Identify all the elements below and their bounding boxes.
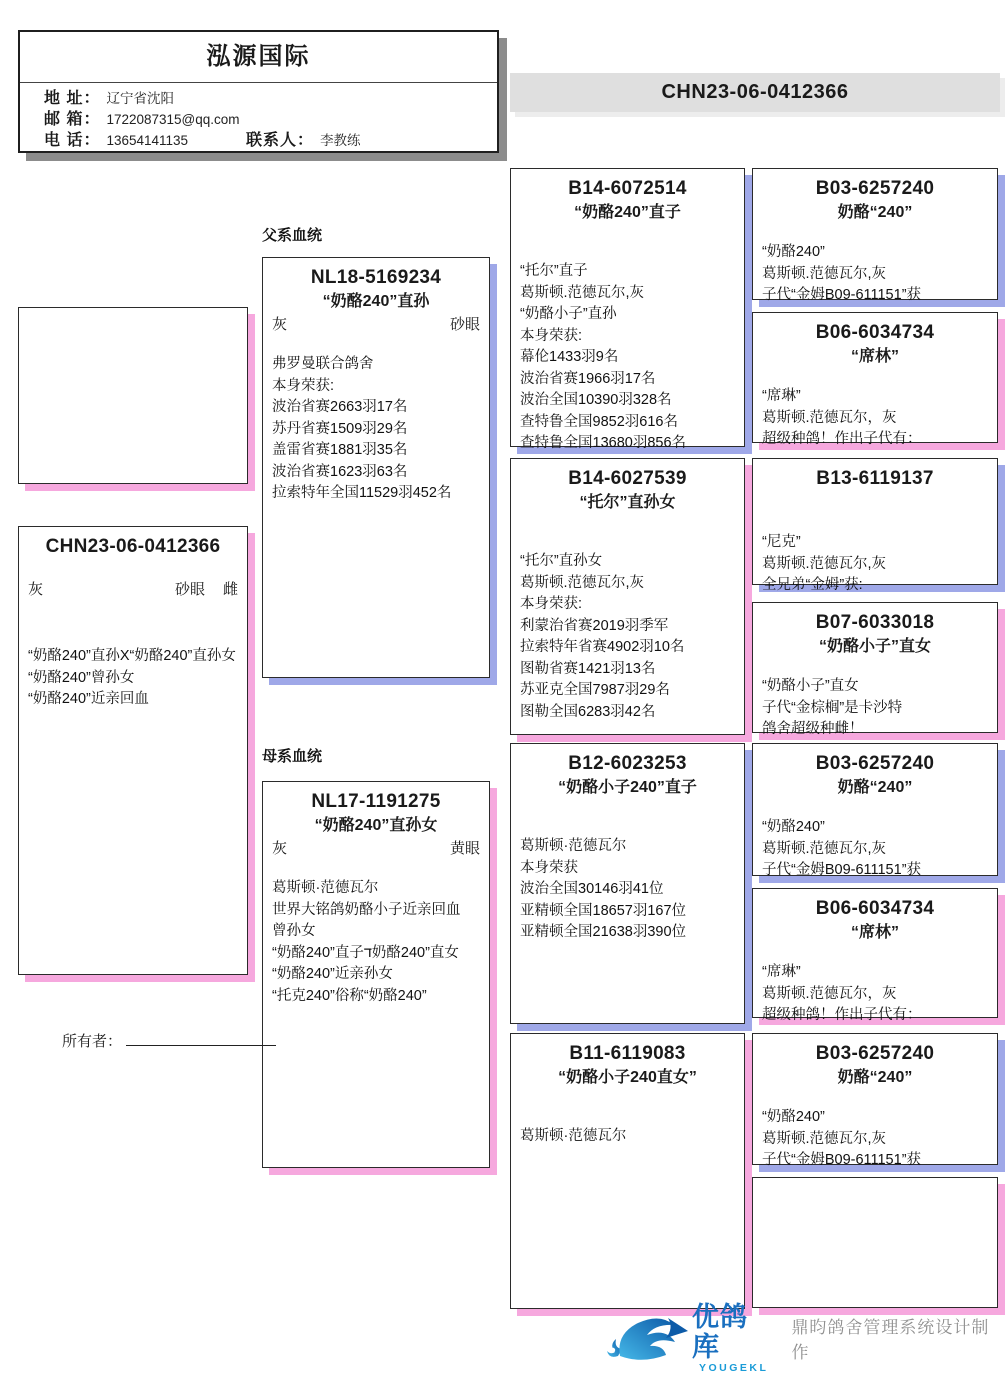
yougeku-bird-logo-icon: [604, 1312, 688, 1364]
subject-notes: “奶酪240”直孙X“奶酪240”直孙女 “奶酪240”曾孙女 “奶酪240”近亲回血: [28, 648, 236, 707]
subject-color: 灰: [28, 581, 44, 598]
bird-notes: “奶酪小子”直女 子代“金棕榈”是卡沙特 鸽舍超级种雌！: [762, 678, 903, 737]
subject-ring-number: CHN23-06-0412366: [45, 536, 221, 557]
subject-info-row: [19, 579, 247, 601]
bird-notes: “托尔”直子 葛斯顿.范德瓦尔,灰 “奶酪小子”直孙 本身荣获: 幕伦1433羽9名 波治省赛1966羽17名 波治全国10390羽328名 查特鲁全国9852羽616名 查特鲁全国13680羽856名: [520, 263, 687, 451]
email-label: 邮 箱：: [44, 111, 101, 128]
bird-name: 奶酪“240”: [837, 1069, 913, 1086]
brand-text-block: [692, 1302, 775, 1374]
bird-notes: “席琳” 葛斯顿.范德瓦尔，灰 超级种鸽！作出子代有：: [762, 964, 922, 1023]
loft-contact-info: [20, 83, 497, 151]
great-grandparent-box-6: [752, 888, 998, 1023]
great-grandparent-box-1: [752, 168, 998, 303]
mother-info-row: [263, 838, 489, 860]
great-grandparent-box-5: [752, 743, 998, 876]
address-value: 辽宁省沈阳: [106, 91, 174, 106]
owner-label: 所有者：: [62, 1033, 123, 1050]
bird-notes: 葛斯顿·范德瓦尔: [520, 1128, 627, 1144]
bird-notes: “奶酪240” 葛斯顿.范德瓦尔,灰 子代“金姆B09-611151”获: [762, 819, 922, 878]
father-notes: 弗罗曼联合鸽舍 本身荣获: 波治省赛2663羽17名 苏丹省赛1509羽29名 盖雷省赛1881羽35名 波治省赛1623羽63名 拉索特年全国11529羽452名: [272, 356, 452, 501]
mother-name: “奶酪240”直孙女: [314, 817, 438, 834]
bird-name: “奶酪240”直子: [574, 204, 681, 221]
ring-number: B03-6257240: [815, 1043, 935, 1064]
father-color: 灰: [272, 316, 288, 333]
grandfather-paternal-box: [510, 168, 745, 451]
ring-number: B06-6034734: [815, 898, 935, 919]
great-grandparent-box-8-empty: [752, 1177, 998, 1308]
bird-notes: “奶酪240” 葛斯顿.范德瓦尔,灰 子代“金姆B09-611151”获: [762, 244, 922, 303]
mother-color: 灰: [272, 840, 288, 857]
bird-notes: 葛斯顿·范德瓦尔 本身荣获 波治全国30146羽41位 亚精顿全国18657羽167位 亚精顿全国21638羽390位: [520, 838, 687, 940]
great-grandparent-box-2: [752, 312, 998, 447]
bird-name: “奶酪小子240”直子: [558, 779, 697, 796]
grandfather-maternal-box: [510, 743, 745, 1024]
subject-sex: 雌: [222, 581, 238, 598]
ring-number: B14-6072514: [568, 178, 687, 199]
email-value: 1722087315@qq.com: [106, 112, 240, 127]
brand-name: 优鸽库: [692, 1302, 748, 1362]
owner-blank-line: [126, 1031, 276, 1046]
bird-name: 奶酪“240”: [837, 204, 913, 221]
bird-name: “奶酪小子”直女: [818, 638, 931, 655]
paternal-branch-label: 父系血统: [262, 227, 323, 244]
father-ring-number: NL18-5169234: [310, 267, 442, 288]
mother-eye: 黄眼: [449, 840, 480, 857]
maternal-branch-label: 母系血统: [262, 748, 323, 765]
ring-number: B03-6257240: [815, 753, 935, 774]
bird-notes: “席琳” 葛斯顿.范德瓦尔，灰 超级种鸽！作出子代有：: [762, 388, 922, 447]
bird-name: “席林”: [850, 924, 899, 941]
photo-placeholder: [18, 307, 248, 484]
bird-name: 奶酪“240”: [837, 779, 913, 796]
contact-value: 李教练: [320, 133, 361, 148]
phone-label: 电 话：: [44, 132, 101, 149]
grandmother-maternal-box: [510, 1033, 745, 1309]
great-grandparent-box-3: [752, 458, 998, 593]
subject-bird-box: [18, 526, 248, 975]
bird-notes: “托尔”直孙女 葛斯顿.范德瓦尔,灰 本身荣获: 利蒙治省赛2019羽季军 拉索特年省赛4902羽10名 图勒省赛1421羽13名 苏亚克全国7987羽29名 图勒全国6283羽42名: [520, 553, 685, 720]
ring-number: B12-6023253: [568, 753, 687, 774]
ring-number: B07-6033018: [815, 612, 935, 633]
father-box: [262, 257, 490, 678]
father-name: “奶酪240”直孙: [322, 293, 430, 310]
grandmother-paternal-box: [510, 458, 745, 735]
mother-ring-number: NL17-1191275: [311, 791, 441, 812]
subject-eye: 砂眼: [174, 581, 205, 598]
ring-number: B03-6257240: [815, 178, 935, 199]
footer-brand-bar: [604, 1302, 1006, 1374]
ring-number-band: CHN23-06-0412366: [510, 73, 1000, 112]
owner-row: [62, 1030, 276, 1051]
ring-number: B11-6119083: [569, 1043, 686, 1064]
credit-text: 鼎昀鸽舍管理系统设计制作: [791, 1318, 990, 1362]
great-grandparent-box-4: [752, 602, 998, 737]
bird-notes: “奶酪240” 葛斯顿.范德瓦尔,灰 子代“金姆B09-611151”获: [762, 1109, 922, 1168]
mother-notes: 葛斯顿·范德瓦尔 世界大铭鸽奶酪小子近亲回血 曾孙女 “奶酪240”直子ד奶酪240”直女 “奶酪240”近亲孙女 “托克240”俗称“奶酪240”: [272, 880, 461, 1004]
ring-number: B13-6119137: [816, 468, 934, 489]
loft-name: 泓源国际: [20, 32, 497, 83]
father-eye: 砂眼: [449, 316, 480, 333]
phone-value: 13654141135: [106, 133, 189, 148]
bird-name: “席林”: [850, 348, 899, 365]
bird-name: [753, 491, 997, 515]
bird-name: “奶酪小子240直女”: [558, 1069, 697, 1086]
bird-notes: “尼克” 葛斯顿.范德瓦尔,灰 全兄弟“金姆”获:: [762, 534, 887, 593]
father-info-row: [263, 314, 489, 336]
ring-number: B14-6027539: [568, 468, 687, 489]
address-label: 地 址：: [44, 90, 101, 107]
mother-box: [262, 781, 490, 1168]
brand-subtitle: YOUGEKL: [699, 1362, 769, 1374]
contact-label: 联系人：: [246, 132, 315, 149]
great-grandparent-box-7: [752, 1033, 998, 1168]
loft-info-card: [18, 30, 499, 153]
bird-name: “托尔”直孙女: [579, 494, 676, 511]
ring-number: B06-6034734: [815, 322, 935, 343]
